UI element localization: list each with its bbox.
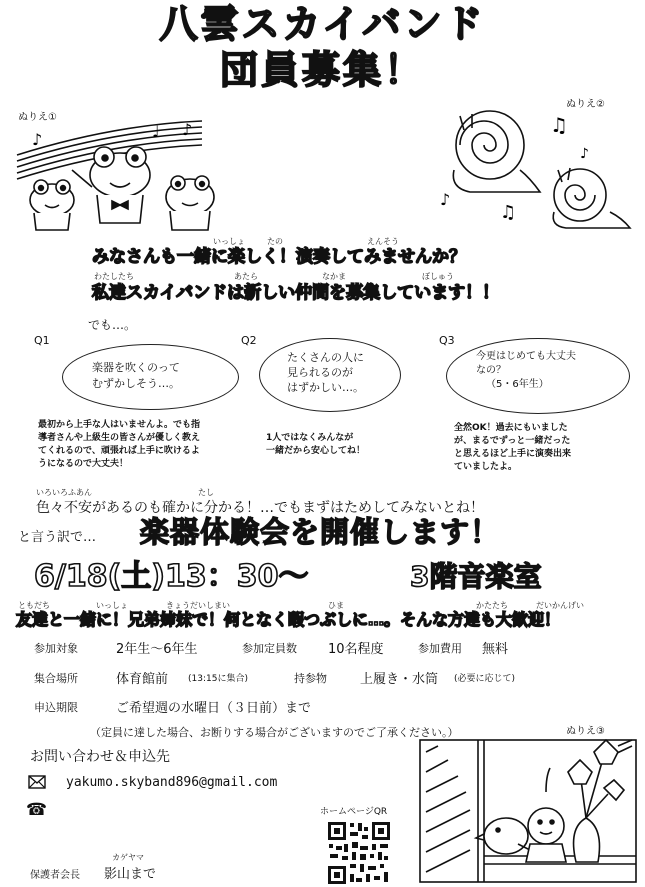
q1-label: Q1 <box>34 334 50 347</box>
q1-answer <box>38 419 248 471</box>
coloring-label-1: ぬりえ① <box>18 112 57 123</box>
capacity-label: 参加定員数 <box>242 642 297 655</box>
bring-note: (必要に応じて) <box>454 674 516 684</box>
ruby-nakama: なかま <box>322 272 346 281</box>
q1-answer-line: 最初から上手な人はいませんよ。でも指 <box>38 420 201 430</box>
coloring-label-3: ぬりえ③ <box>566 726 605 737</box>
q2-answer-line: 1人ではなくみんなが <box>266 433 354 443</box>
q2-bubble-line: たくさんの人に <box>287 351 364 364</box>
ruby-iroiro: いろいろふあん <box>36 488 92 497</box>
deadline-value: ご希望週の水曜日（３日前）まで <box>116 701 312 716</box>
q2-bubble-text <box>287 350 364 395</box>
q3-answer-line: と思えるほど上手に演奏出来 <box>454 449 572 459</box>
q3-bubble-line: 今更はじめても大丈夫 <box>476 351 576 362</box>
ruby-katatachi: かたたち <box>476 601 508 610</box>
invite-text: 友達と一緒に！兄弟姉妹で！何となく暇つぶしに…。そんな方達も大歓迎！ <box>16 610 561 629</box>
q3-bubble-text <box>476 350 576 392</box>
frogs-illustration <box>12 115 227 235</box>
announce-headline: 楽器体験会を開催します！ <box>140 515 501 549</box>
bring-value: 上履き・水筒 <box>360 672 439 687</box>
meet-note: (13:15に集合) <box>188 674 248 684</box>
homepage-qr-code[interactable] <box>326 820 392 886</box>
mail-icon <box>28 775 46 789</box>
phone-icon: ☎ <box>26 800 48 820</box>
svg-text:♪: ♪ <box>580 146 589 162</box>
q3-answer-line: ていましたよ。 <box>454 462 518 472</box>
event-date: 6/18(土)13：30～ <box>34 559 309 594</box>
svg-text:♩: ♩ <box>152 122 160 141</box>
q3-answer-line: が、まるでずっと一緒だった <box>454 436 571 446</box>
rep-ruby: カゲヤマ <box>112 853 144 862</box>
ruby-issho-2: いっしょ <box>96 601 128 610</box>
q3-answer-line: 全然OK！過去にもいました <box>454 423 568 433</box>
svg-text:♫: ♫ <box>550 113 568 137</box>
ruby-hima: ひま <box>328 601 344 610</box>
coloring-label-2: ぬりえ② <box>566 99 605 110</box>
announce-prefix: と言う訳で… <box>18 530 97 545</box>
svg-text:♪: ♪ <box>440 190 451 209</box>
ruby-kyoudaishimai: きょうだいしまい <box>166 601 230 610</box>
ruby-atara: あたら <box>234 272 258 281</box>
bring-label: 持参物 <box>294 672 327 685</box>
intro-line-1: みなさんも一緒に楽しく！演奏してみませんか？ <box>92 247 466 267</box>
intro-line-2: 私達スカイバンドは新しい仲間を募集しています！！ <box>92 283 500 303</box>
q2-bubble-line: はずかしい…。 <box>287 381 364 394</box>
birds-flower-illustration <box>418 732 640 884</box>
q2-answer <box>266 432 416 458</box>
q1-answer-line: 導者さんや上級生の皆さんが優しく教え <box>38 433 201 443</box>
ruby-watashitachi: わたしたち <box>94 272 134 281</box>
target-value: 2年生～6年生 <box>116 642 198 657</box>
q2-label: Q2 <box>241 334 257 347</box>
event-place: 3階音楽室 <box>410 560 542 593</box>
fee-value: 無料 <box>482 642 509 657</box>
q3-label: Q3 <box>439 334 455 347</box>
ruby-daikangei: だいかんげい <box>536 601 584 610</box>
ruby-tomodachi: ともだち <box>18 601 50 610</box>
contact-email[interactable]: yakumo.skyband896@gmail.com <box>66 775 278 790</box>
contact-heading: お問い合わせ＆申込先 <box>30 749 170 765</box>
meet-label: 集合場所 <box>34 672 78 685</box>
title-line-1: 八雲スカイバンド <box>159 2 486 46</box>
q3-bubble-line: （5・6年生） <box>486 379 549 390</box>
snails-illustration <box>430 100 640 230</box>
ruby-boshuu: ぼしゅう <box>422 272 454 281</box>
svg-text:♪: ♪ <box>182 120 193 139</box>
ruby-issho: いっしょ <box>213 237 245 246</box>
svg-text:♪: ♪ <box>32 130 43 149</box>
target-label: 参加対象 <box>34 642 78 655</box>
ruby-ensou: えんそう <box>367 237 399 246</box>
meet-value: 体育館前 <box>116 672 169 687</box>
intro-but: でも…。 <box>88 318 137 332</box>
q1-bubble-line: 楽器を吹くのって <box>92 361 180 374</box>
q2-bubble-line: 見られるのが <box>287 366 353 379</box>
homepage-qr-label: ホームページQR <box>320 807 388 817</box>
worry-text: 色々不安があるのも確かに分かる！…でもまずはためしてみないとね！ <box>36 500 484 516</box>
q1-bubble-text <box>92 360 180 392</box>
title-line-2: 団員募集！ <box>219 48 425 92</box>
ruby-tashi: たし <box>198 488 214 497</box>
ruby-tano: たの <box>267 237 283 246</box>
q3-bubble-line: なの？ <box>476 365 506 376</box>
rep-label: 保護者会長 <box>30 870 80 881</box>
svg-text:♫: ♫ <box>500 202 517 223</box>
capacity-notice: （定員に達した場合、お断りする場合がございますのでご了承ください。） <box>90 726 459 739</box>
q1-bubble-line: むずかしそう…。 <box>92 377 180 390</box>
fee-label: 参加費用 <box>418 642 462 655</box>
q3-answer <box>454 422 634 474</box>
q2-answer-line: 一緒だから安心してね！ <box>266 446 366 456</box>
q1-answer-line: てくれるので、頑張れば上手に吹けるよ <box>38 446 200 456</box>
q1-answer-line: うになるので大丈夫！ <box>38 459 129 469</box>
deadline-label: 申込期限 <box>34 701 78 714</box>
capacity-value: 10名程度 <box>328 642 384 657</box>
rep-name: 影山まで <box>104 867 157 882</box>
